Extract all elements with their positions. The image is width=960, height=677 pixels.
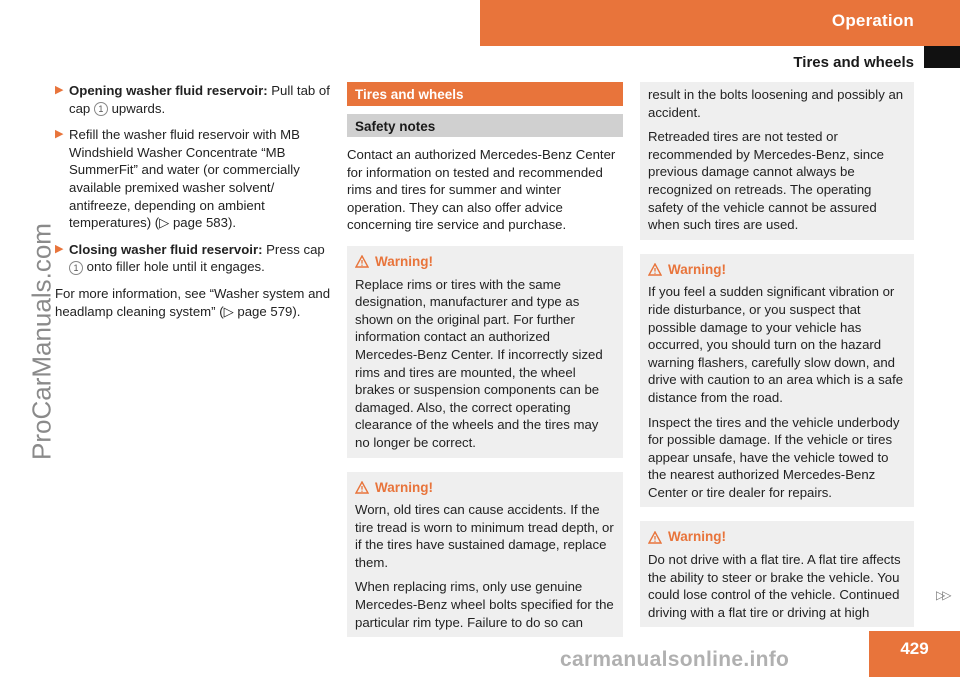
warning-title-text: Warning! — [375, 479, 433, 495]
warning-box — [640, 521, 914, 627]
column-middle — [347, 82, 623, 651]
warning-title-text: Warning! — [668, 261, 726, 277]
triangle-arrow-icon: ▶ — [55, 128, 64, 141]
step-bold-label: Closing washer fluid reservoir: — [69, 241, 263, 257]
warning-box — [347, 246, 623, 458]
warning-triangle-icon — [355, 255, 369, 268]
warning-text: Retreaded tires are not tested or recommended by Mercedes-Benz, since previous damage cannot always be recognized on retreads. The operating safety of the vehicle cannot be assured when such tires are used. — [648, 129, 885, 233]
page-number: 429 — [900, 639, 929, 658]
intro-paragraph: Contact an authorized Mercedes-Benz Center for information on tested and recommended rims and tires for summer and winter operation. They can also offer advice concerning tire service and purchase. — [347, 147, 616, 233]
section-heading: Tires and wheels — [347, 82, 623, 106]
warning-text: When replacing rims, only use genuine Mercedes-Benz wheel bolts specified for the particular rim type. Failure to do so can — [355, 579, 614, 630]
warning-text: Replace rims or tires with the same designation, manufacturer and type as shown on the original part. For further information contact an authorized Mercedes-Benz Center. If incorrectly sized rims and tires are mounted, the wheel brakes or suspension components can be damaged. Also, the correct operating clearance of the wheels and the tires may no longer be correct. — [355, 276, 603, 450]
step-close-reservoir — [55, 241, 333, 276]
warning-continuation-box — [640, 82, 914, 240]
callout-number-icon: 1 — [94, 102, 108, 116]
bottom-watermark: carmanualsonline.info — [560, 648, 790, 671]
subsection-heading: Safety notes — [347, 114, 623, 137]
step-text: Refill the washer fluid reservoir with MB Windshield Washer Concentrate “MB SummerFit” and water (or commercially available premixed washer solvent/ antifreeze, depending on ambient temperatures) (▷ page 583). — [69, 127, 300, 231]
column-right — [640, 82, 914, 641]
step-refill-reservoir — [55, 126, 333, 232]
triangle-arrow-icon: ▶ — [55, 84, 64, 96]
step-open-reservoir — [55, 82, 333, 117]
next-page-marker: ▷▷ — [936, 588, 949, 602]
warning-triangle-icon — [355, 481, 369, 494]
callout-number-icon: 1 — [69, 261, 83, 275]
warning-title — [648, 528, 906, 546]
warning-box — [347, 472, 623, 638]
side-watermark: ProCarManuals.com — [26, 223, 57, 460]
header-section-tab — [480, 0, 960, 46]
warning-title-text: Warning! — [668, 529, 726, 545]
warning-text: Do not drive with a flat tire. A flat tire affects the ability to steer or brake the vehicle. You could lose control of the vehicle. Continued driving with a flat tire or driving at high — [648, 552, 901, 620]
warning-text: Inspect the tires and the vehicle underbody for possible damage. If the vehicle or tires appear unsafe, have the vehicle towed to the nearest authorized Mercedes-Benz Center or tire dealer for repairs. — [648, 414, 900, 500]
step-text: Press cap — [262, 241, 325, 257]
more-info-paragraph: For more information, see “Washer system and headlamp cleaning system” (▷ page 579). — [55, 285, 331, 319]
warning-triangle-icon — [648, 531, 662, 544]
warning-title — [648, 261, 906, 279]
column-left — [55, 82, 333, 328]
warning-text: Worn, old tires can cause accidents. If the tire tread is worn to minimum tread depth, or if the tires have sustained damage, replace them. — [355, 502, 614, 570]
step-text: Pull tab of cap — [69, 83, 330, 116]
step-text: onto filler hole until it engages. — [83, 259, 265, 275]
warning-title — [355, 253, 615, 271]
warning-text: result in the bolts loosening and possibly an accident. — [648, 87, 904, 120]
warning-title-text: Warning! — [375, 253, 433, 269]
warning-triangle-icon — [648, 263, 662, 276]
header-thumb-block — [924, 46, 960, 68]
header-section-title: Operation — [831, 11, 914, 30]
warning-title — [355, 479, 615, 497]
step-text: upwards. — [107, 100, 166, 116]
warning-text: If you feel a sudden significant vibration or ride disturbance, or you suspect that possible damage to your vehicle has occurred, you should turn on the hazard warning flashers, carefully slow down, and drive with caution to an area which is a safe distance from the road. — [648, 284, 904, 405]
warning-box — [640, 254, 914, 508]
header-subsection-title: Tires and wheels — [793, 54, 914, 71]
step-bold-label: Opening washer fluid reservoir: — [69, 83, 268, 98]
page-number-tab — [869, 631, 960, 677]
triangle-arrow-icon: ▶ — [55, 242, 64, 255]
